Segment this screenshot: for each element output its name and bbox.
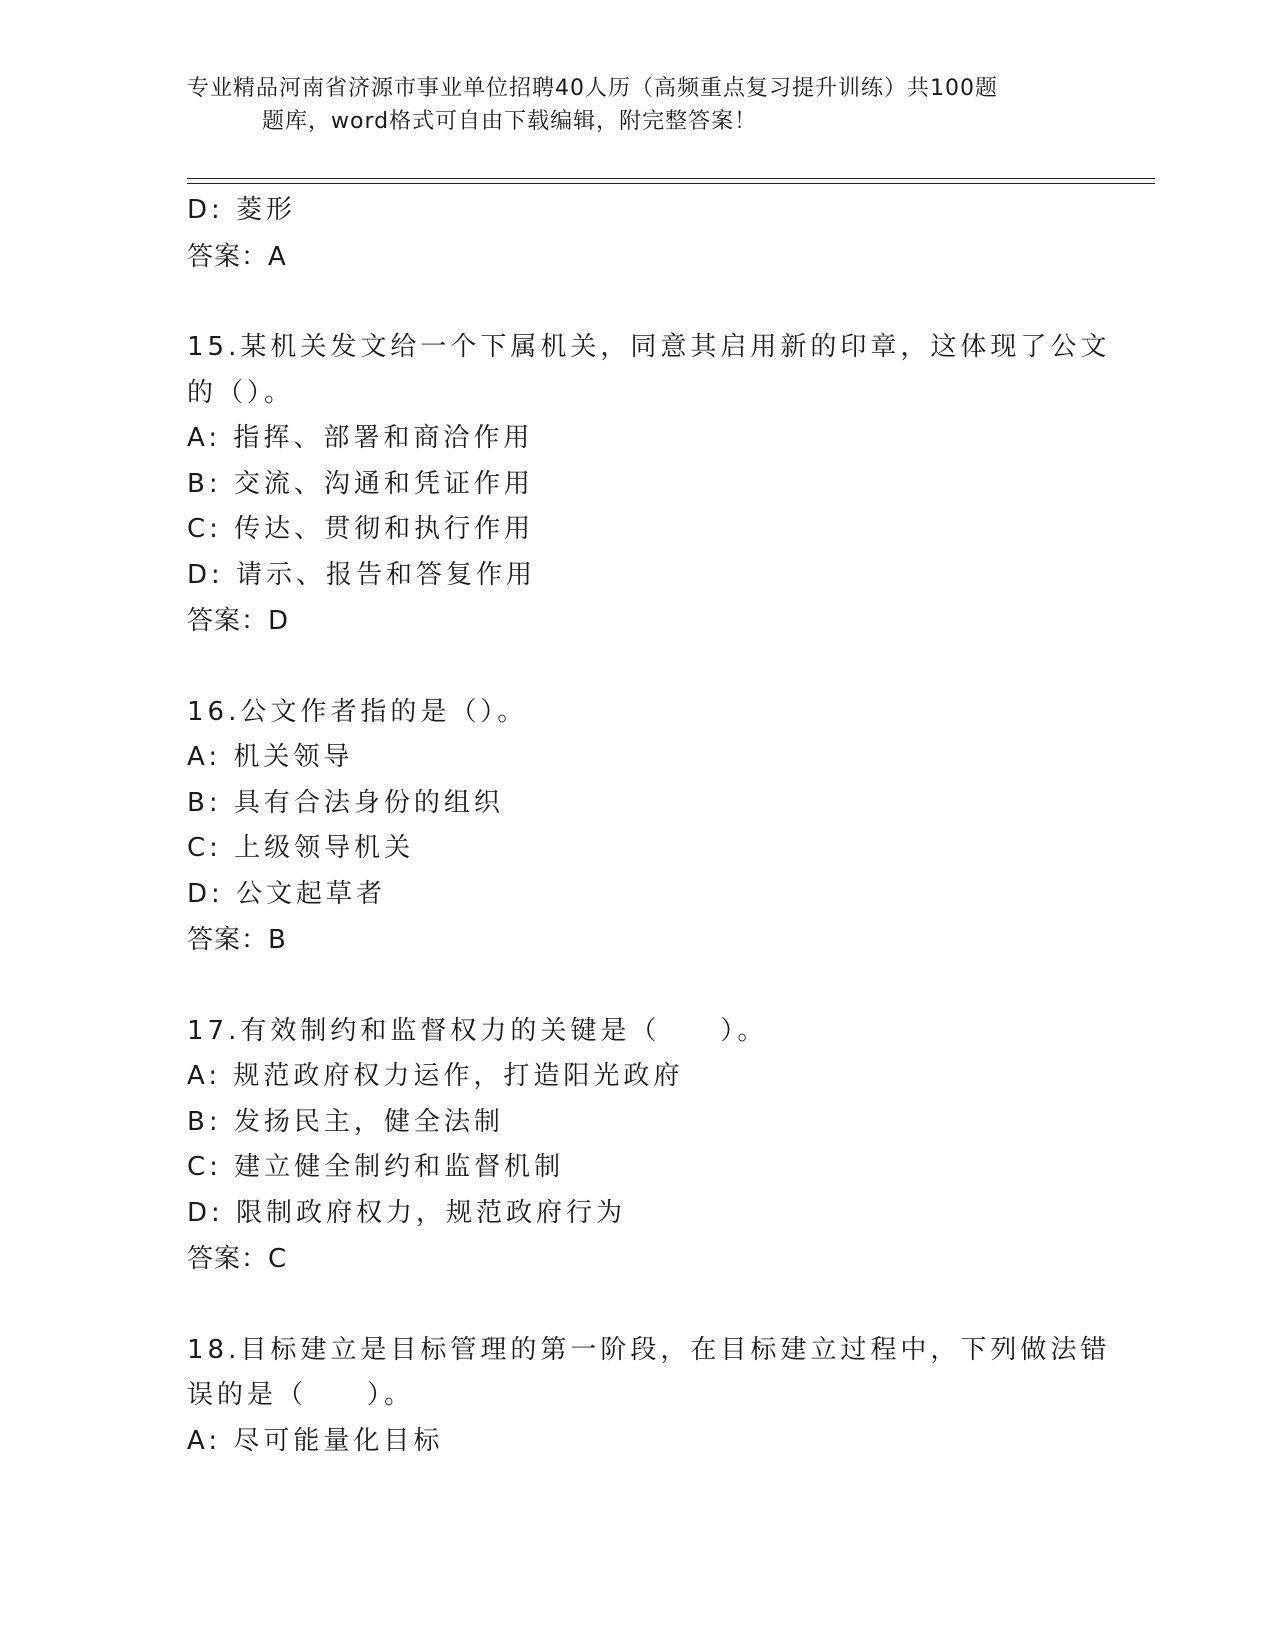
header-title-line-1: 专业精品河南省济源市事业单位招聘40人历（高频重点复习提升训练）共100题 xyxy=(187,76,998,101)
question-15 xyxy=(187,325,1111,644)
option-b: B: 具有合法身份的组织 xyxy=(187,787,504,818)
question-content xyxy=(187,188,1111,1464)
question-stem: 17.有效制约和监督权力的关键是（ ）。 xyxy=(187,1015,768,1046)
answer-line: 答案：B xyxy=(187,925,287,955)
answer-line: 答案：D xyxy=(187,606,290,636)
option-a: A: 尽可能量化目标 xyxy=(187,1425,444,1456)
option-a: A: 规范政府权力运作，打造阳光政府 xyxy=(187,1061,684,1091)
option-c: C: 上级领导机关 xyxy=(187,833,415,863)
option-a: A: 指挥、部署和商洽作用 xyxy=(187,423,534,453)
option-d: D: 公文起草者 xyxy=(187,878,387,909)
question-stem-continued: 误的是（ ）。 xyxy=(187,1380,415,1410)
question-18 xyxy=(187,1328,1111,1465)
header-rule-top xyxy=(187,178,1155,179)
option-d: D: 限制政府权力，规范政府行为 xyxy=(187,1197,627,1228)
option-a: A: 机关领导 xyxy=(187,742,354,772)
document-header xyxy=(187,72,1087,138)
option-c: C: 建立健全制约和监督机制 xyxy=(187,1152,565,1182)
header-title-line-2: 题库，word格式可自由下载编辑，附完整答案！ xyxy=(262,109,758,134)
header-rule-bottom xyxy=(187,183,1155,184)
question-stem-continued: 的（）。 xyxy=(187,377,295,408)
question-16 xyxy=(187,690,1087,964)
option-b: B: 交流、沟通和凭证作用 xyxy=(187,468,534,499)
answer-line: 答案：A xyxy=(187,241,287,272)
question-stem: 16.公文作者指的是（）。 xyxy=(187,696,528,727)
question-stem: 15.某机关发文给一个下属机关，同意其启用新的印章，这体现了公文 xyxy=(187,332,1111,362)
question-17 xyxy=(187,1009,1087,1283)
option-d: D: 请示、报告和答复作用 xyxy=(187,559,537,590)
option-b: B: 发扬民主，健全法制 xyxy=(187,1106,504,1137)
answer-line: 答案：C xyxy=(187,1244,288,1274)
question-stem: 18.目标建立是目标管理的第一阶段，在目标建立过程中，下列做法错 xyxy=(187,1334,1111,1365)
option-c: C: 传达、贯彻和执行作用 xyxy=(187,514,535,544)
option-d: D: 菱形 xyxy=(187,195,297,225)
